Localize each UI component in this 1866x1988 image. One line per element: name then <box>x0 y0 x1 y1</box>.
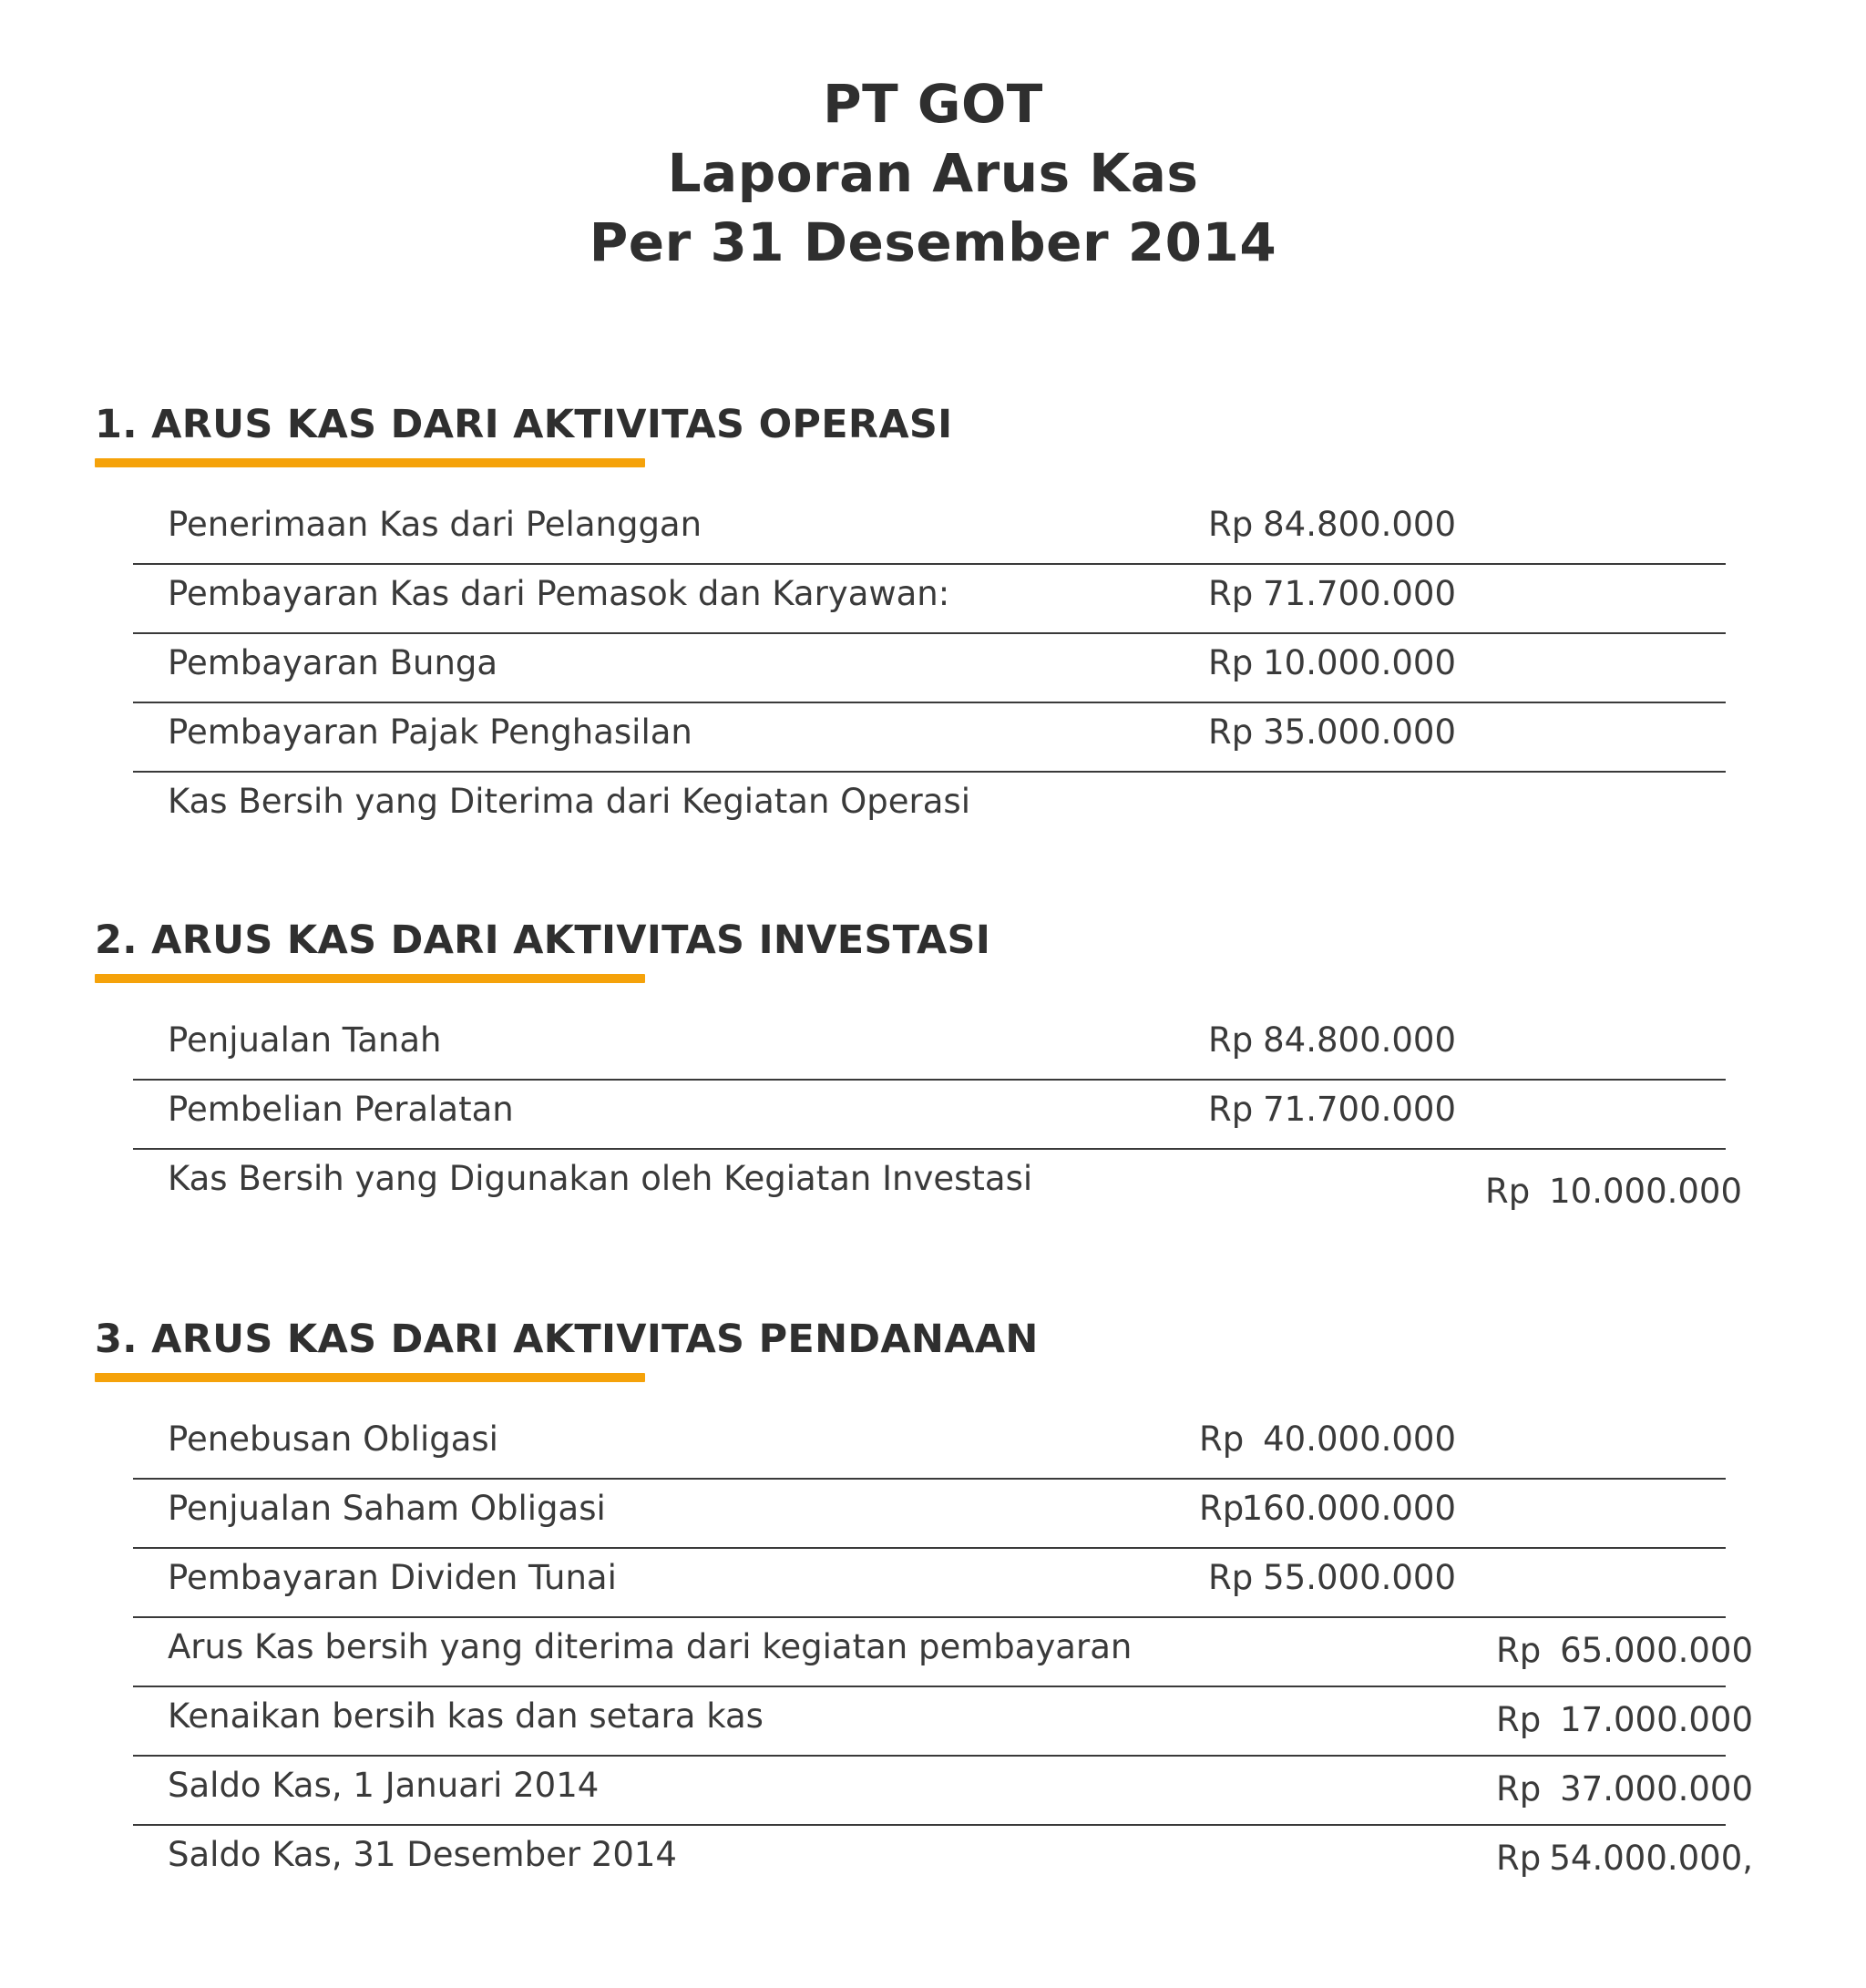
table-row-total <box>133 1755 1753 1826</box>
row-label: Kas Bersih yang Digunakan oleh Kegiatan Investasi <box>168 1159 1033 1198</box>
row-label: Penebusan Obligasi <box>168 1419 498 1459</box>
currency-label: Rp <box>1496 1839 1542 1878</box>
table-row-total <box>133 1148 1742 1217</box>
row-amount <box>1208 1086 1456 1133</box>
table-row <box>133 1009 1726 1081</box>
amount-value: 160.000.000 <box>1241 1489 1456 1528</box>
currency-label: Rp <box>1199 1419 1245 1459</box>
amount-value: 84.800.000 <box>1263 1020 1456 1060</box>
currency-label: Rp <box>1496 1700 1542 1739</box>
row-label: Arus Kas bersih yang diterima dari kegiatan pembayaran <box>168 1627 1133 1666</box>
currency-label: Rp <box>1496 1769 1542 1809</box>
row-amount <box>1208 501 1456 548</box>
table-row <box>133 1547 1726 1618</box>
amount-value: 84.800.000 <box>1263 505 1456 544</box>
currency-label: Rp <box>1208 1020 1254 1060</box>
row-total-amount <box>1496 1696 1753 1744</box>
table-row-total <box>133 771 1726 840</box>
currency-label: Rp <box>1208 1090 1254 1129</box>
table-row <box>133 1409 1726 1480</box>
report-title: Laporan Arus Kas <box>667 142 1199 204</box>
section-underline <box>95 974 645 983</box>
row-label: Penjualan Tanah <box>168 1020 442 1060</box>
row-amount <box>1208 709 1456 756</box>
row-label: Pembayaran Dividen Tunai <box>168 1558 617 1597</box>
section-underline <box>95 458 645 467</box>
amount-value: 40.000.000 <box>1263 1419 1456 1459</box>
table-row <box>133 1478 1726 1549</box>
amount-value: 17.000.000 <box>1560 1700 1753 1739</box>
table-row <box>133 563 1726 634</box>
table-row-total <box>133 1824 1753 1893</box>
row-label: Pembayaran Kas dari Pemasok dan Karyawan: <box>168 574 950 613</box>
row-label: Saldo Kas, 31 Desember 2014 <box>168 1835 677 1874</box>
company-name: PT GOT <box>823 73 1043 135</box>
currency-label: Rp <box>1496 1631 1542 1670</box>
table-row-total <box>133 1686 1753 1757</box>
amount-value: 35.000.000 <box>1263 712 1456 752</box>
row-label: Penjualan Saham Obligasi <box>168 1489 606 1528</box>
row-total-amount <box>1496 1835 1753 1882</box>
row-label: Penerimaan Kas dari Pelanggan <box>168 505 702 544</box>
row-label: Pembelian Peralatan <box>168 1090 514 1129</box>
amount-value: 10.000.000 <box>1263 643 1456 682</box>
amount-value: 71.700.000 <box>1263 1090 1456 1129</box>
table-row <box>133 702 1726 773</box>
section-underline <box>95 1373 645 1382</box>
table-row <box>133 1079 1726 1150</box>
table-row-total <box>133 1616 1753 1687</box>
row-amount <box>1208 1554 1456 1602</box>
amount-value: 71.700.000 <box>1263 574 1456 613</box>
amount-value: 37.000.000 <box>1560 1769 1753 1809</box>
report-header <box>0 69 1866 277</box>
currency-label: Rp <box>1208 1558 1254 1597</box>
row-amount <box>1208 640 1456 687</box>
currency-label: Rp <box>1208 712 1254 752</box>
section-heading-operasi: 1. ARUS KAS DARI AKTIVITAS OPERASI <box>95 402 953 447</box>
row-amount <box>1199 1485 1456 1532</box>
row-amount <box>1208 570 1456 618</box>
report-period: Per 31 Desember 2014 <box>589 211 1277 273</box>
row-amount <box>1208 1017 1456 1064</box>
row-label: Pembayaran Pajak Penghasilan <box>168 712 692 752</box>
currency-label: Rp <box>1208 505 1254 544</box>
row-label: Pembayaran Bunga <box>168 643 498 682</box>
row-label: Saldo Kas, 1 Januari 2014 <box>168 1766 600 1805</box>
currency-label: Rp <box>1199 1489 1245 1528</box>
section-heading-pendanaan: 3. ARUS KAS DARI AKTIVITAS PENDANAAN <box>95 1317 1039 1362</box>
section-heading-investasi: 2. ARUS KAS DARI AKTIVITAS INVESTASI <box>95 917 991 963</box>
amount-value: 54.000.000, <box>1549 1839 1753 1878</box>
table-row <box>133 632 1726 703</box>
row-amount <box>1199 1416 1456 1463</box>
row-total-amount <box>1485 1168 1742 1215</box>
row-total-amount <box>1496 1766 1753 1813</box>
currency-label: Rp <box>1208 643 1254 682</box>
row-label: Kas Bersih yang Diterima dari Kegiatan Operasi <box>168 782 970 821</box>
amount-value: 10.000.000 <box>1549 1172 1742 1211</box>
table-row <box>133 494 1726 565</box>
row-label: Kenaikan bersih kas dan setara kas <box>168 1696 764 1736</box>
row-total-amount <box>1496 1627 1753 1675</box>
currency-label: Rp <box>1485 1172 1531 1211</box>
amount-value: 55.000.000 <box>1263 1558 1456 1597</box>
amount-value: 65.000.000 <box>1560 1631 1753 1670</box>
currency-label: Rp <box>1208 574 1254 613</box>
